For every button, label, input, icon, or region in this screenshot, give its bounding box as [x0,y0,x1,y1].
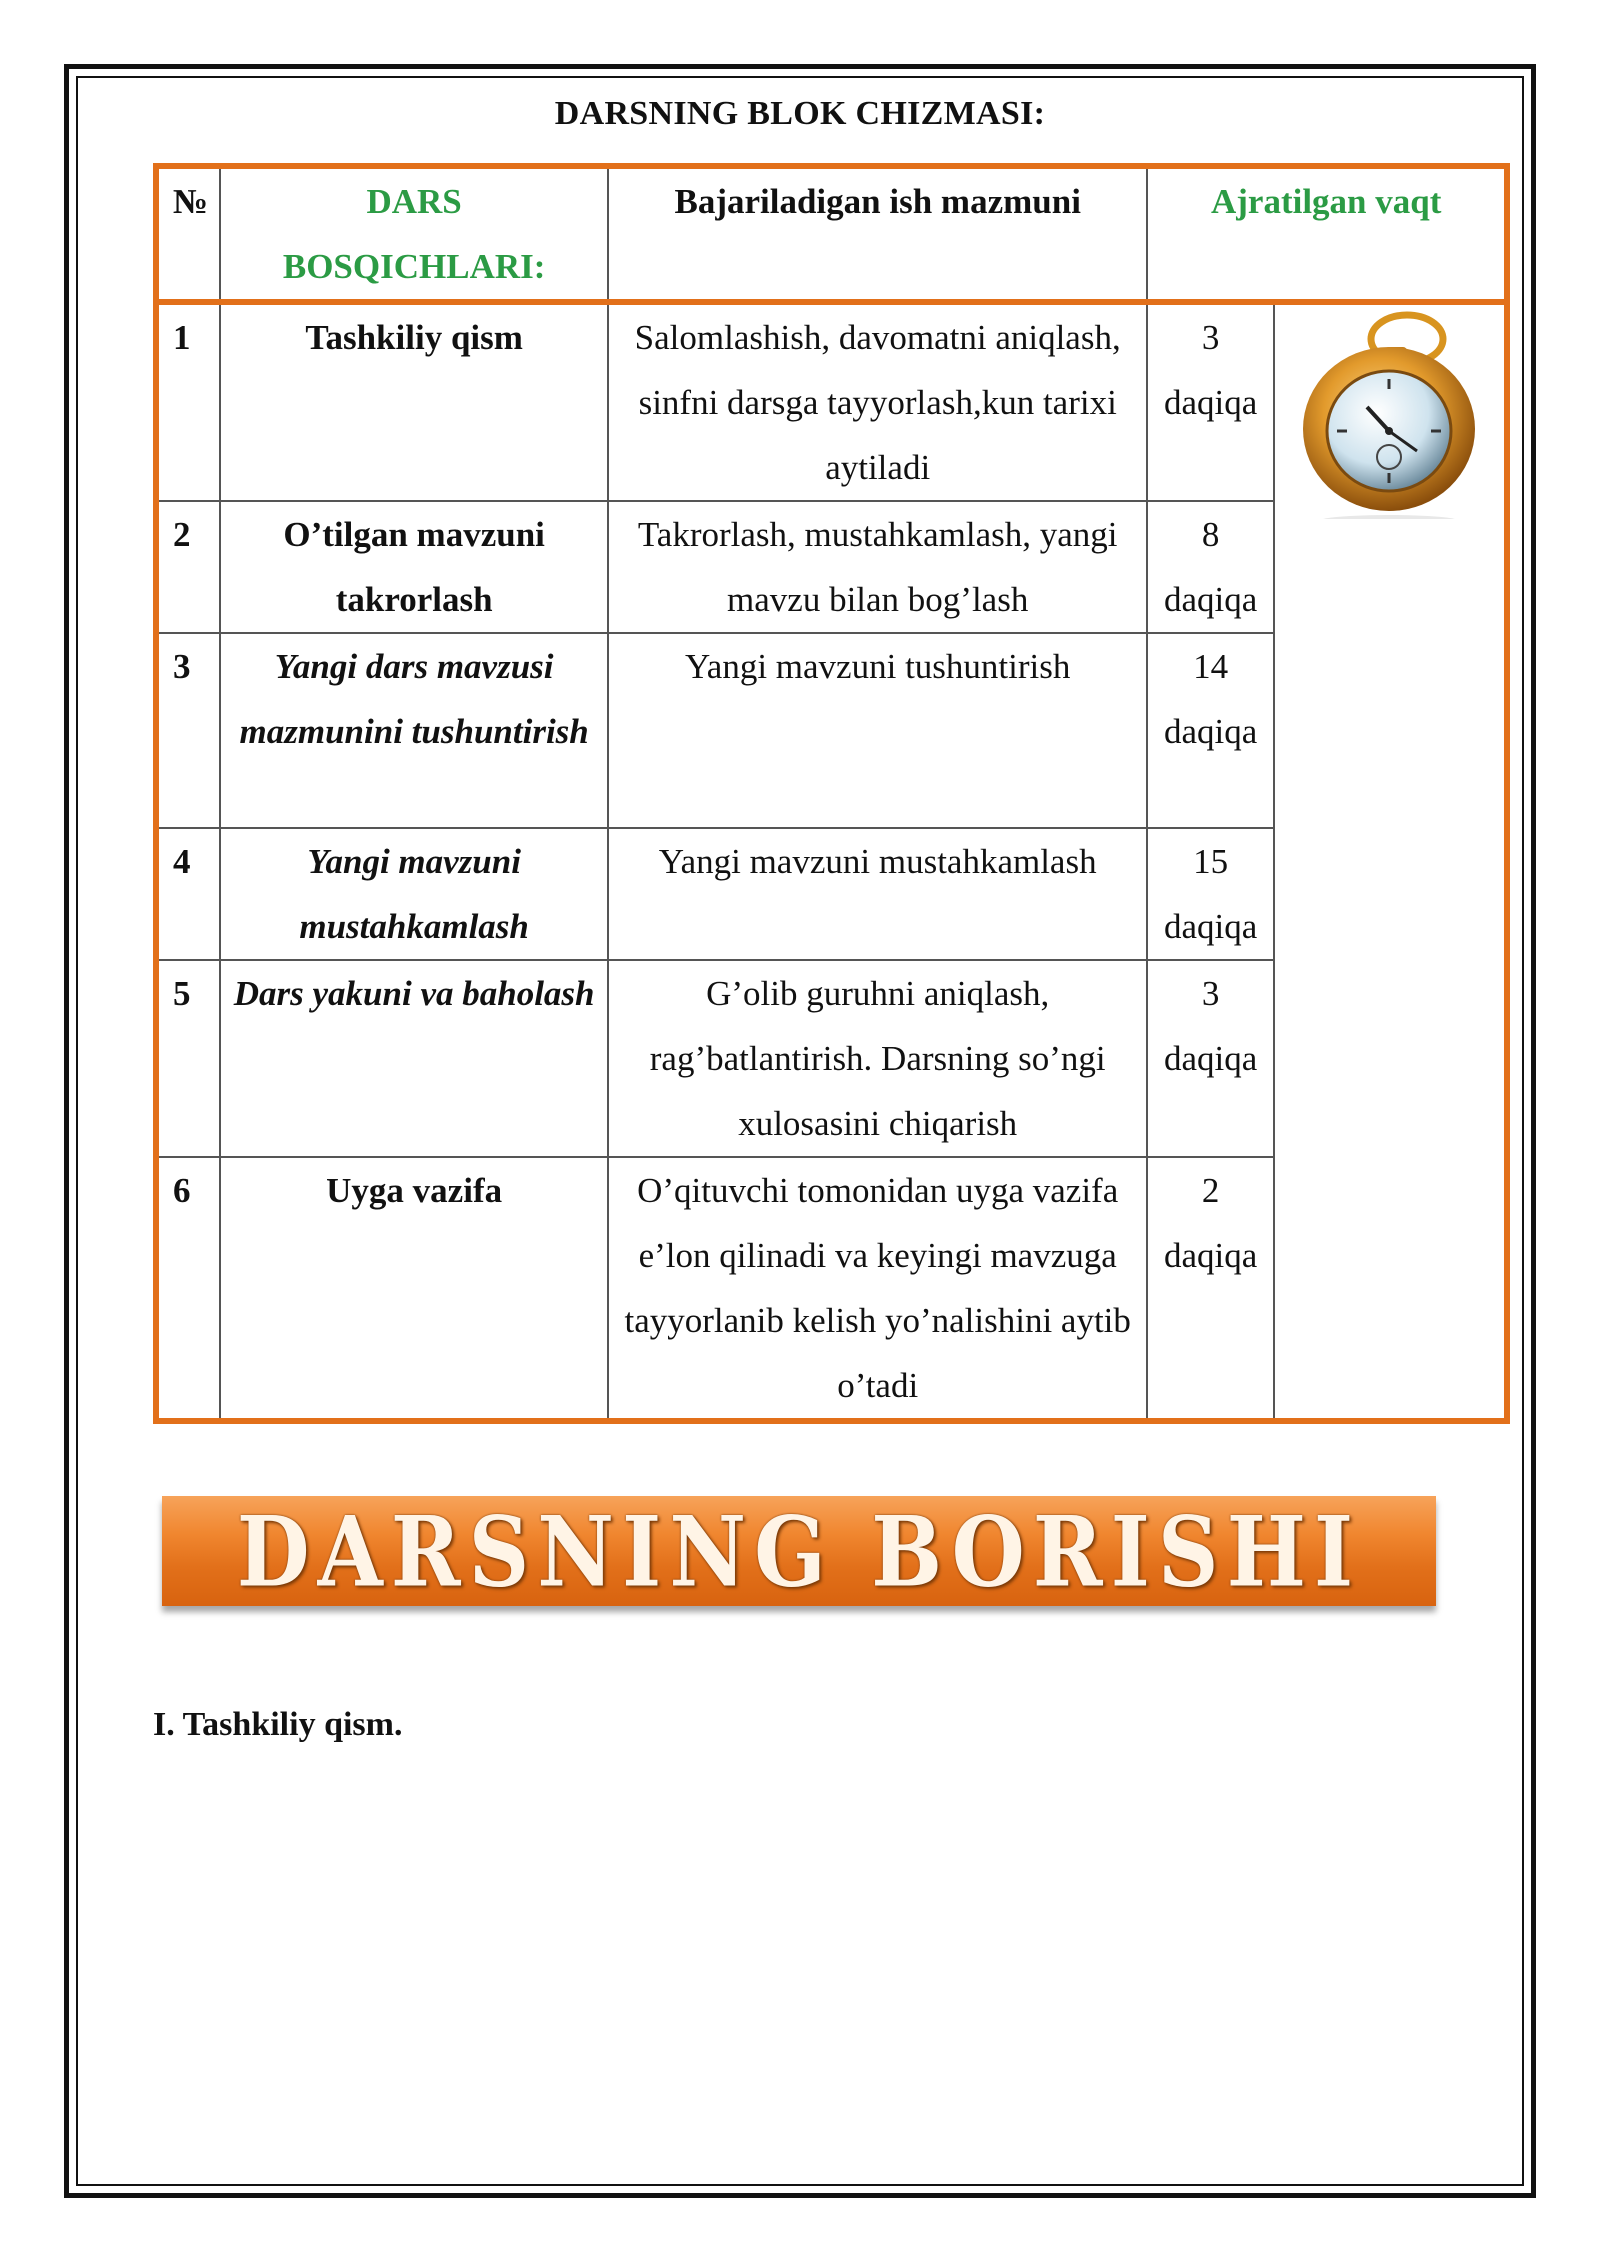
row-time-unit: daqiqa [1164,907,1258,946]
row-time-unit: daqiqa [1164,580,1258,619]
row-stage: Yangi mavzuni mustahkamlash [220,828,608,960]
row-time-unit: daqiqa [1164,383,1258,422]
row-time [1147,828,1274,960]
row-work: Yangi mavzuni mustahkamlash [608,828,1147,960]
row-number: 1 [156,302,220,501]
row-time-value: 3 [1201,318,1220,357]
row-time-value: 15 [1193,842,1229,881]
row-time [1147,501,1274,633]
row-time-unit: daqiqa [1164,1039,1258,1078]
banner-text: DARSNING BORISHI [236,1494,1362,1608]
header-stages-line1: DARS [366,182,462,221]
row-stage: Dars yakuni va baholash [220,960,608,1157]
row-stage: Tashkiliy qism [220,302,608,501]
row-work: O’qituvchi tomonidan uyga vazifa e’lon qilinadi va keyingi mavzuga tayyorlanib kelish yo’nalishini aytib o’tadi [608,1157,1147,1421]
row-number: 6 [156,1157,220,1421]
row-stage: O’tilgan mavzuni takrorlash [220,501,608,633]
row-number: 5 [156,960,220,1157]
header-time: Ajratilgan vaqt [1147,166,1507,302]
row-time-unit: daqiqa [1164,712,1258,751]
row-time [1147,1157,1274,1421]
header-number: № [156,166,220,302]
row-work: Salomlashish, davomatni aniqlash, sinfni darsga tayyorlash,kun tarixi aytiladi [608,302,1147,501]
row-time-value: 8 [1201,515,1220,554]
document-title: DARSNING BLOK CHIZMASI: [554,95,1046,132]
row-work: Yangi mavzuni tushuntirish [608,633,1147,828]
row-time [1147,633,1274,828]
row-number: 3 [156,633,220,828]
section-heading: I. Tashkiliy qism. [153,1706,403,1743]
row-time [1147,960,1274,1157]
header-work: Bajariladigan ish mazmuni [608,166,1147,302]
row-time [1147,302,1274,501]
header-stages [220,166,608,302]
row-time-unit: daqiqa [1164,1236,1258,1275]
row-work: G’olib guruhni aniqlash, rag’batlantirish. Darsning so’ngi xulosasini chiqarish [608,960,1147,1157]
clock-image-cell [1274,302,1507,1421]
row-time-value: 2 [1201,1171,1220,1210]
lesson-plan-table [153,163,1510,1424]
row-time-value: 14 [1193,647,1229,686]
header-stages-line2: BOSQICHLARI: [282,247,546,286]
table-row [156,302,1507,501]
row-stage: Uyga vazifa [220,1157,608,1421]
row-number: 4 [156,828,220,960]
darsning-borishi-banner [162,1496,1436,1606]
row-number: 2 [156,501,220,633]
row-stage: Yangi dars mavzusi mazmunini tushuntirish [220,633,608,828]
pocket-watch-icon [1289,309,1489,519]
row-time-value: 3 [1201,974,1220,1013]
row-work: Takrorlash, mustahkamlash, yangi mavzu bilan bog’lash [608,501,1147,633]
table-header-row [156,166,1507,302]
